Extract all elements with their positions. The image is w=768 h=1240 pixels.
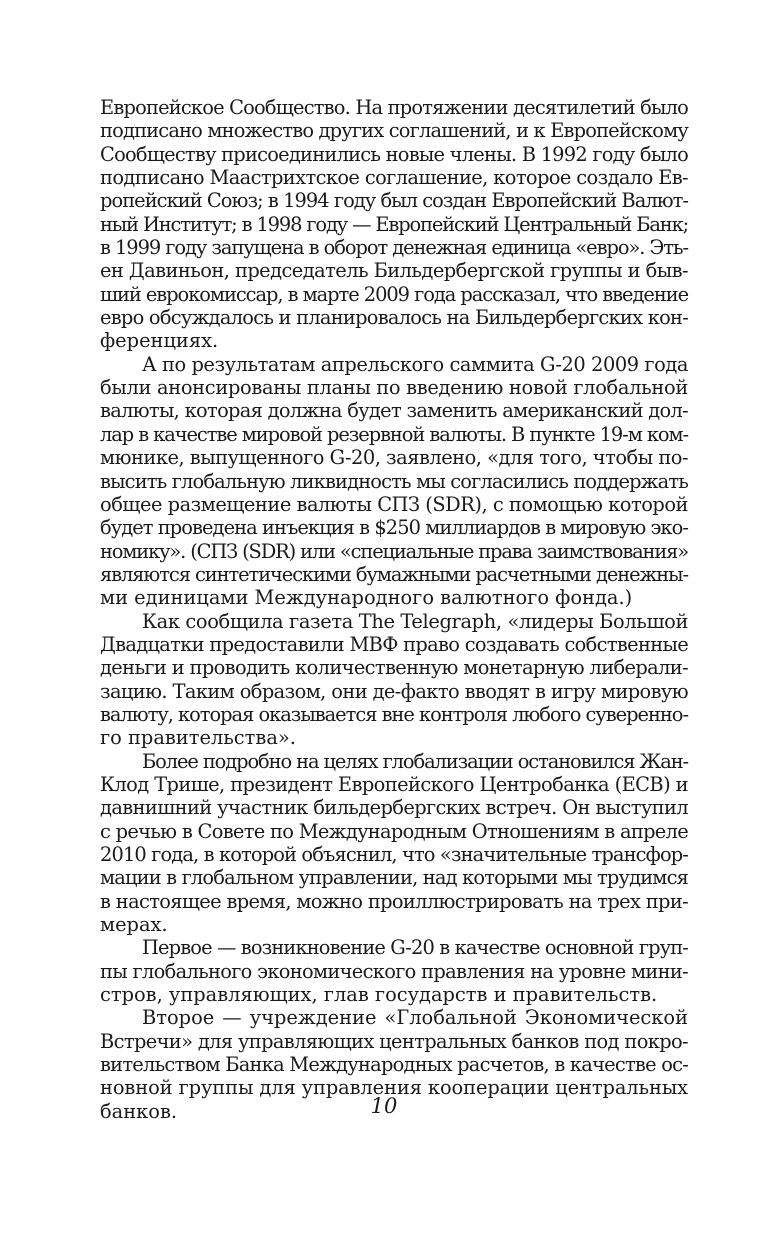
text-line: валюту, которая оказывается вне контроля любого суверенно-: [100, 702, 688, 726]
text-line: были анонсированы планы по введению новой глобальной: [100, 376, 689, 400]
text-line: Клод Трише, президент Европейского Центробанка (ЕСВ) и: [100, 772, 688, 796]
text-line: Второе — учреждение «Глобальной Экономической: [142, 1006, 688, 1030]
paragraph-3: [100, 610, 688, 750]
paragraph-4: [100, 750, 688, 937]
text-line: новной группы для управления кооперации центральных: [100, 1076, 689, 1100]
text-line: в 1999 году запущена в оборот денежная единица «евро». Эть-: [100, 236, 688, 260]
text-line: мюнике, выпущенного G-20, заявлено, «для того, чтобы по-: [100, 446, 689, 470]
text-line: деньги и проводить количественную монетарную либерали-: [100, 656, 688, 680]
text-line: номику». (СПЗ (SDR) или «специальные права заимствования»: [100, 539, 688, 563]
text-line: Встречи» для управляющих центральных банков под покро-: [100, 1029, 688, 1053]
text-line: стров, управляющих, глав государств и правительств.: [100, 983, 658, 1007]
text-line: мерах.: [100, 913, 168, 937]
page-body: [100, 96, 688, 1123]
text-line: А по результатам апрельского саммита G-20 2009 года: [142, 352, 688, 376]
text-line: с речью в Совете по Международным Отношениям в апреле: [100, 819, 689, 843]
text-line: подписано Маастрихтское соглашение, которое создало Ев-: [100, 166, 688, 190]
text-line: евро обсуждалось и планировалось на Бильдербергских кон-: [100, 306, 689, 330]
text-line: Первое — возникновение G-20 в качестве основной груп-: [142, 936, 688, 960]
text-line: подписано множество других соглашений, и к Европейскому: [100, 119, 688, 143]
text-line: в настоящее время, можно проиллюстрировать на трех при-: [100, 889, 688, 913]
text-line: пы глобального экономического правления на уровне мини-: [100, 959, 689, 983]
paragraph-2: [100, 353, 688, 610]
text-line: вительством Банка Международных расчетов, в качестве ос-: [100, 1053, 689, 1077]
text-line: Сообществу присоединились новые члены. В 1992 году было: [100, 142, 688, 166]
text-line: ный Институт; в 1998 году — Европейский Центральный Банк;: [100, 212, 689, 236]
text-line: Как сообщила газета The Telegraph, «лидеры Большой: [142, 609, 689, 633]
text-line: высить глобальную ликвидность мы согласились поддержать: [100, 469, 688, 493]
text-line: давнишний участник бильдербергских встреч. Он выступил: [100, 796, 689, 820]
text-line: являются синтетическими бумажными расчетными денежны-: [100, 562, 688, 586]
text-line: ший еврокомиссар, в марте 2009 года рассказал, что введение: [100, 282, 689, 306]
text-line: валюты, которая должна будет заменить американский дол-: [100, 399, 688, 423]
text-line: Более подробно на целях глобализации остановился Жан-: [142, 749, 689, 773]
text-line: Европейское Сообщество. На протяжении десятилетий было: [100, 96, 688, 119]
text-line: общее размещение валюты СПЗ (SDR), с помощью которой: [100, 492, 688, 516]
paragraph-5: [100, 936, 688, 1006]
text-line: 2010 года, в которой объяснил, что «значительные трансфор-: [100, 843, 688, 866]
text-line: го правительства».: [100, 726, 296, 750]
text-line: лар в качестве мировой резервной валюты. В пункте 19-м ком-: [100, 422, 689, 446]
paragraph-1: [100, 96, 688, 353]
text-line: банков.: [100, 1099, 178, 1123]
text-line: будет проведена инъекция в $250 миллиардов в мировую эко-: [100, 516, 688, 540]
text-line: ропейский Союз; в 1994 году был создан Европейский Валют-: [100, 189, 689, 213]
text-line: мации в глобальном управлении, над которыми мы трудимся: [100, 866, 689, 890]
text-line: зацию. Таким образом, они де-факто вводят в игру мировую: [100, 679, 688, 703]
text-line: ференциях.: [100, 329, 219, 353]
text-line: Двадцатки предоставили МВФ право создавать собственные: [100, 632, 689, 656]
text-line: ен Давиньон, председатель Бильдербергской группы и быв-: [100, 259, 688, 283]
page-number: 10: [370, 1094, 398, 1118]
text-line: ми единицами Международного валютного фонда.): [100, 586, 633, 610]
